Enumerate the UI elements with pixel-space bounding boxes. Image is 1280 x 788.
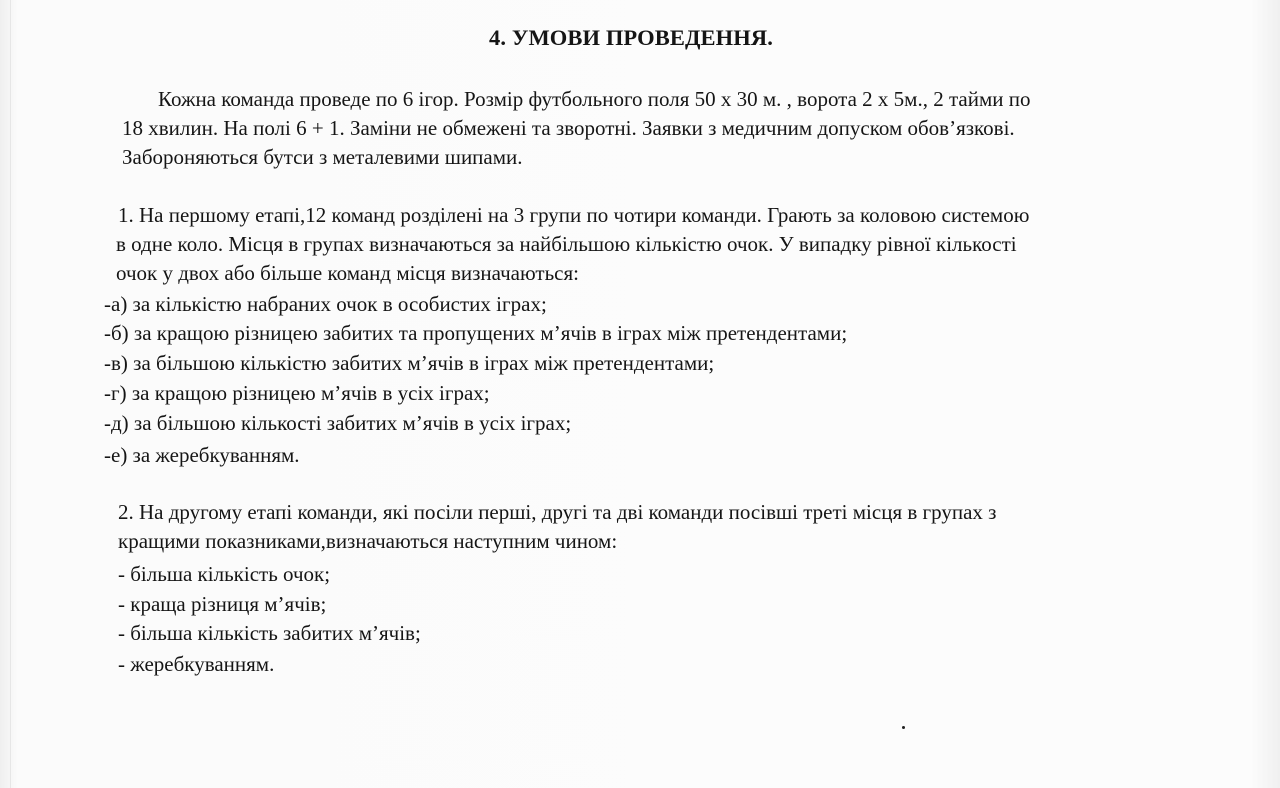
intro-line-3: Забороняються бутси з металевими шипами. bbox=[122, 145, 523, 169]
page-edge-shadow bbox=[10, 0, 11, 788]
stage2-criterion-4: - жеребкуванням. bbox=[118, 652, 275, 676]
stage1-criterion-e: -е) за жеребкуванням. bbox=[104, 443, 300, 467]
stage1-line-3: очок у двох або більше команд місця визначаються: bbox=[116, 261, 579, 285]
stage1-criterion-d: -д) за більшою кількості забитих м’ячів в усіх іграх; bbox=[104, 411, 572, 435]
stage1-criterion-b: -б) за кращою різницею забитих та пропущених м’ячів в іграх між претендентами; bbox=[104, 321, 848, 345]
stage2-line-2: кращими показниками,визначаються наступним чином: bbox=[118, 529, 618, 553]
stage1-line-2: в одне коло. Місця в групах визначаються за найбільшою кількістю очок. У випадку рівної кількості bbox=[116, 232, 1017, 256]
stage1-line-1: 1. На першому етапі,12 команд розділені на 3 групи по чотири команди. Грають за коловою системою bbox=[118, 203, 1030, 227]
intro-line-1: Кожна команда проведе по 6 ігор. Розмір футбольного поля 50 х 30 м. , ворота 2 х 5м., 2 тайми по bbox=[158, 87, 1031, 111]
stage1-criterion-v: -в) за більшою кількістю забитих м’ячів в іграх між претендентами; bbox=[104, 351, 715, 375]
stray-mark bbox=[902, 726, 905, 729]
stage2-criterion-3: - більша кількість забитих м’ячів; bbox=[118, 621, 421, 645]
intro-line-2: 18 хвилин. На полі 6 + 1. Заміни не обмежені та зворотні. Заявки з медичним допуском обов’язкові. bbox=[122, 116, 1015, 140]
stage1-criterion-g: -г) за кращою різницею м’ячів в усіх іграх; bbox=[104, 381, 490, 405]
stage1-criterion-a: -а) за кількістю набраних очок в особистих іграх; bbox=[104, 292, 547, 316]
section-title: 4. УМОВИ ПРОВЕДЕННЯ. bbox=[489, 25, 773, 50]
stage2-criterion-1: - більша кількість очок; bbox=[118, 562, 331, 586]
stage2-criterion-2: - краща різниця м’ячів; bbox=[118, 592, 327, 616]
stage2-line-1: 2. На другому етапі команди, які посіли перші, другі та дві команди посівші треті місця в групах з bbox=[118, 500, 997, 524]
